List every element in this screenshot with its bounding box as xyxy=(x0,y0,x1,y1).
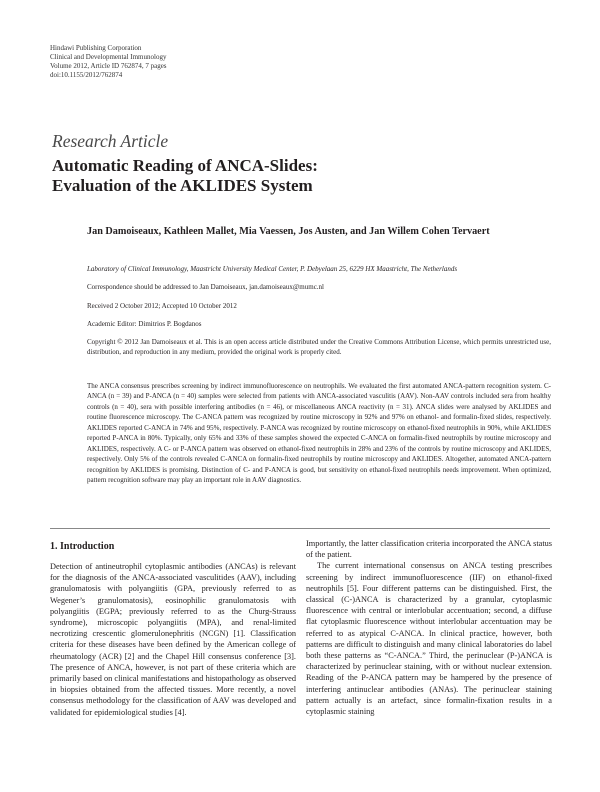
article-title xyxy=(52,156,552,196)
copyright-notice: Copyright © 2012 Jan Damoiseaux et al. This is an open access article distributed under the Creative Commons Attribution License, which permits unrestricted use, distribution, and reproduction in any medium, provided the original work is properly cited. xyxy=(87,338,551,356)
left-column xyxy=(50,561,296,718)
article-type: Research Article xyxy=(52,131,169,151)
received-dates: Received 2 October 2012; Accepted 10 October 2012 xyxy=(87,302,237,310)
abstract: The ANCA consensus prescribes screening by indirect immunofluorescence on neutrophils. We evaluated the first automated ANCA-pattern recognition system. C-ANCA (n = 39) and P-ANCA (n = 40) samples were selected from patients with ANCA-associated vasculitis (AAV). Non-AAV controls included sera from healthy controls (n = 40), sera with possible interfering antibodies (n = 46), or miscellaneous ANCA reactivity (n = 31). ANCA slides were analysed by AKLIDES and routine fluorescence microscopy. The C-ANCA pattern was recognized by routine microscopy in 92% and 97% on ethanol- and formalin-fixed slides, respectively. AKLIDES reported C-ANCA in 74% and 95%, respectively. P-ANCA was recognized by routine microscopy on ethanol-fixed neutrophils in 90%, while AKLIDES reported P-ANCA in 80%. Typically, only 65% and 33% of these samples showed the expected C-ANCA on formalin-fixed neutrophils by routine microscopy and AKLIDES, respectively. A C- or P-ANCA pattern was observed on ethanol-fixed neutrophils in 28% and 23% of the controls by routine microscopy and AKLIDES, respectively. Only 5% of the controls revealed C-ANCA on formalin-fixed neutrophils by routine microscopy and AKLIDES. Altogether, automated ANCA-pattern recognition by AKLIDES is promising. Distinction of C- and P-ANCA is good, but sensitivity on ethanol-fixed neutrophils needs improvement. When optimized, pattern recognition software may play an important role in AAV diagnostics. xyxy=(87,382,551,485)
title-line-2: Evaluation of the AKLIDES System xyxy=(52,176,313,195)
intro-continuation: Importantly, the latter classification criteria incorporated the ANCA status of the patient. xyxy=(306,539,552,560)
intro-paragraph-2: The current international consensus on ANCA testing prescribes screening by indirect immunofluorescence (IIF) on ethanol-fixed neutrophils [5]. Four different patterns can be distinguished. First, the classical (C-)ANCA is characterized by a granular, cytoplasmic fluorescence with central or interlobular accentuation; second, a diffuse flat cytoplasmic fluorescence without interlobular accentuation may be referred to as atypical C-ANCA. In clinical practice, however, both patterns are difficult to distinguish and many clinical laboratories do label both these patterns as “C-ANCA.” Third, the perinuclear (P-)ANCA is characterized by perinuclear staining, with or without nuclear extension. Reading of the P-ANCA pattern may be hampered by the presence of interfering antinuclear antibodies (ANAs). The perinuclear staining pattern actually is an artefact, since formalin-fixation results in a cytoplasmic staining xyxy=(306,561,552,717)
doi-line: doi:10.1155/2012/762874 xyxy=(50,71,123,79)
publisher-line: Hindawi Publishing Corporation xyxy=(50,44,142,52)
volume-line: Volume 2012, Article ID 762874, 7 pages xyxy=(50,62,167,70)
right-column xyxy=(306,538,552,717)
intro-paragraph-1: Detection of antineutrophil cytoplasmic antibodies (ANCAs) is relevant for the diagnosis of the ANCA-associated vasculitides (AAV), including granulomatosis with polyangiitis (GPA, previously referred to as Wegener’s granulomatosis), eosinophilic granulomatosis with polyangiitis (EGPA; previously referred to as the Churg-Strauss syndrome), microscopic polyangiitis (MPA), and renal-limited necrotizing crescentic glomerulonephritis (NCGN) [1]. Classification criteria for these diseases have been defined by the American college of rheumatology (ACR) [2] and the Chapel Hill consensus conference [3]. The presence of ANCA, however, is not part of these criteria which are primarily based on clinical manifestations and histopathology as observed in biopsies obtained from the affected tissues. More recently, a novel consensus methodology for the classification of AAV was developed and validated for epidemiological studies [4]. xyxy=(50,562,296,717)
section-heading: 1. Introduction xyxy=(50,541,115,552)
academic-editor: Academic Editor: Dimitrios P. Bogdanos xyxy=(87,320,202,328)
affiliation: Laboratory of Clinical Immunology, Maastricht University Medical Center, P. Debyelaan 25, 6229 HX Maastricht, The Netherlands xyxy=(87,265,458,273)
journal-line: Clinical and Developmental Immunology xyxy=(50,53,167,61)
title-line-1: Automatic Reading of ANCA-Slides: xyxy=(52,156,318,175)
author-list: Jan Damoiseaux, Kathleen Mallet, Mia Vaessen, Jos Austen, and Jan Willem Cohen Tervaert xyxy=(87,226,490,237)
section-divider xyxy=(50,528,550,529)
correspondence: Correspondence should be addressed to Jan Damoiseaux, jan.damoiseaux@mumc.nl xyxy=(87,283,324,291)
journal-header xyxy=(50,44,167,80)
